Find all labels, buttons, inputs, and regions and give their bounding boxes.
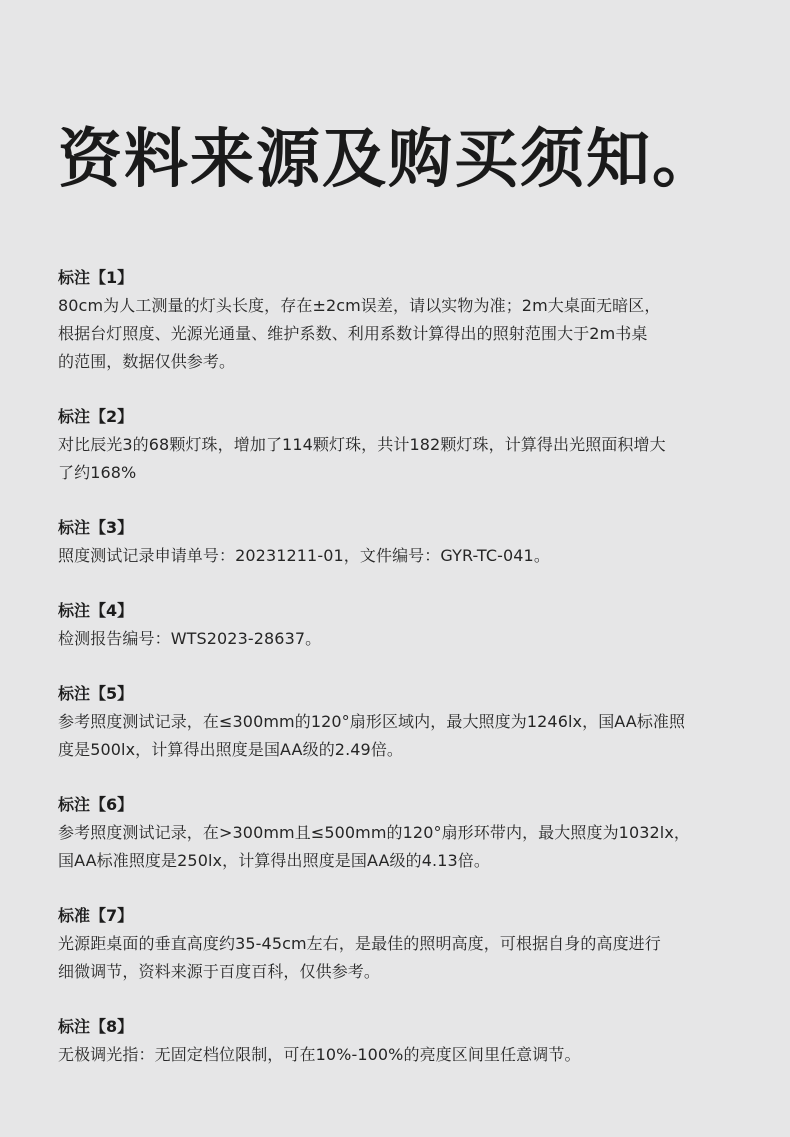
note-line: 光源距桌面的垂直高度约35-45cm左右，是最佳的照明高度，可根据自身的高度进行	[58, 934, 661, 953]
note-line: 度是500lx，计算得出照度是国AA级的2.49倍。	[58, 740, 404, 759]
note-3	[58, 514, 738, 570]
note-line: 无极调光指：无固定档位限制，可在10%-100%的亮度区间里任意调节。	[58, 1045, 581, 1064]
notes-list	[58, 264, 738, 1069]
note-line: 检测报告编号：WTS2023-28637。	[58, 629, 322, 648]
note-heading: 标注【3】	[58, 518, 134, 537]
note-heading: 标准【7】	[58, 906, 134, 925]
note-5	[58, 680, 738, 764]
note-line: 对比辰光3的68颗灯珠，增加了114颗灯珠，共计182颗灯珠，计算得出光照面积增大	[58, 435, 666, 454]
note-heading: 标注【1】	[58, 268, 134, 287]
note-7	[58, 902, 738, 986]
note-line: 国AA标准照度是250lx，计算得出照度是国AA级的4.13倍。	[58, 851, 490, 870]
note-line: 根据台灯照度、光源光通量、维护系数、利用系数计算得出的照射范围大于2m书桌	[58, 324, 648, 343]
note-6	[58, 791, 738, 875]
note-heading: 标注【5】	[58, 684, 134, 703]
note-line: 参考照度测试记录，在>300mm且≤500mm的120°扇形环带内，最大照度为1032lx，	[58, 823, 691, 842]
note-1	[58, 264, 738, 376]
page-title: 资料来源及购买须知。	[58, 123, 718, 197]
note-line: 80cm为人工测量的灯头长度，存在±2cm误差，请以实物为准；2m大桌面无暗区，	[58, 296, 661, 315]
note-8	[58, 1013, 738, 1069]
note-line: 照度测试记录申请单号：20231211-01，文件编号：GYR-TC-041。	[58, 546, 550, 565]
note-line: 的范围，数据仅供参考。	[58, 352, 236, 371]
note-heading: 标注【6】	[58, 795, 134, 814]
note-heading: 标注【4】	[58, 601, 134, 620]
note-2	[58, 403, 738, 487]
note-line: 了约168%	[58, 463, 137, 482]
note-heading: 标注【8】	[58, 1017, 134, 1036]
note-heading: 标注【2】	[58, 407, 134, 426]
note-4	[58, 597, 738, 653]
note-line: 细微调节，资料来源于百度百科，仅供参考。	[58, 962, 381, 981]
note-line: 参考照度测试记录，在≤300mm的120°扇形区域内，最大照度为1246lx，国AA标准照	[58, 712, 686, 731]
